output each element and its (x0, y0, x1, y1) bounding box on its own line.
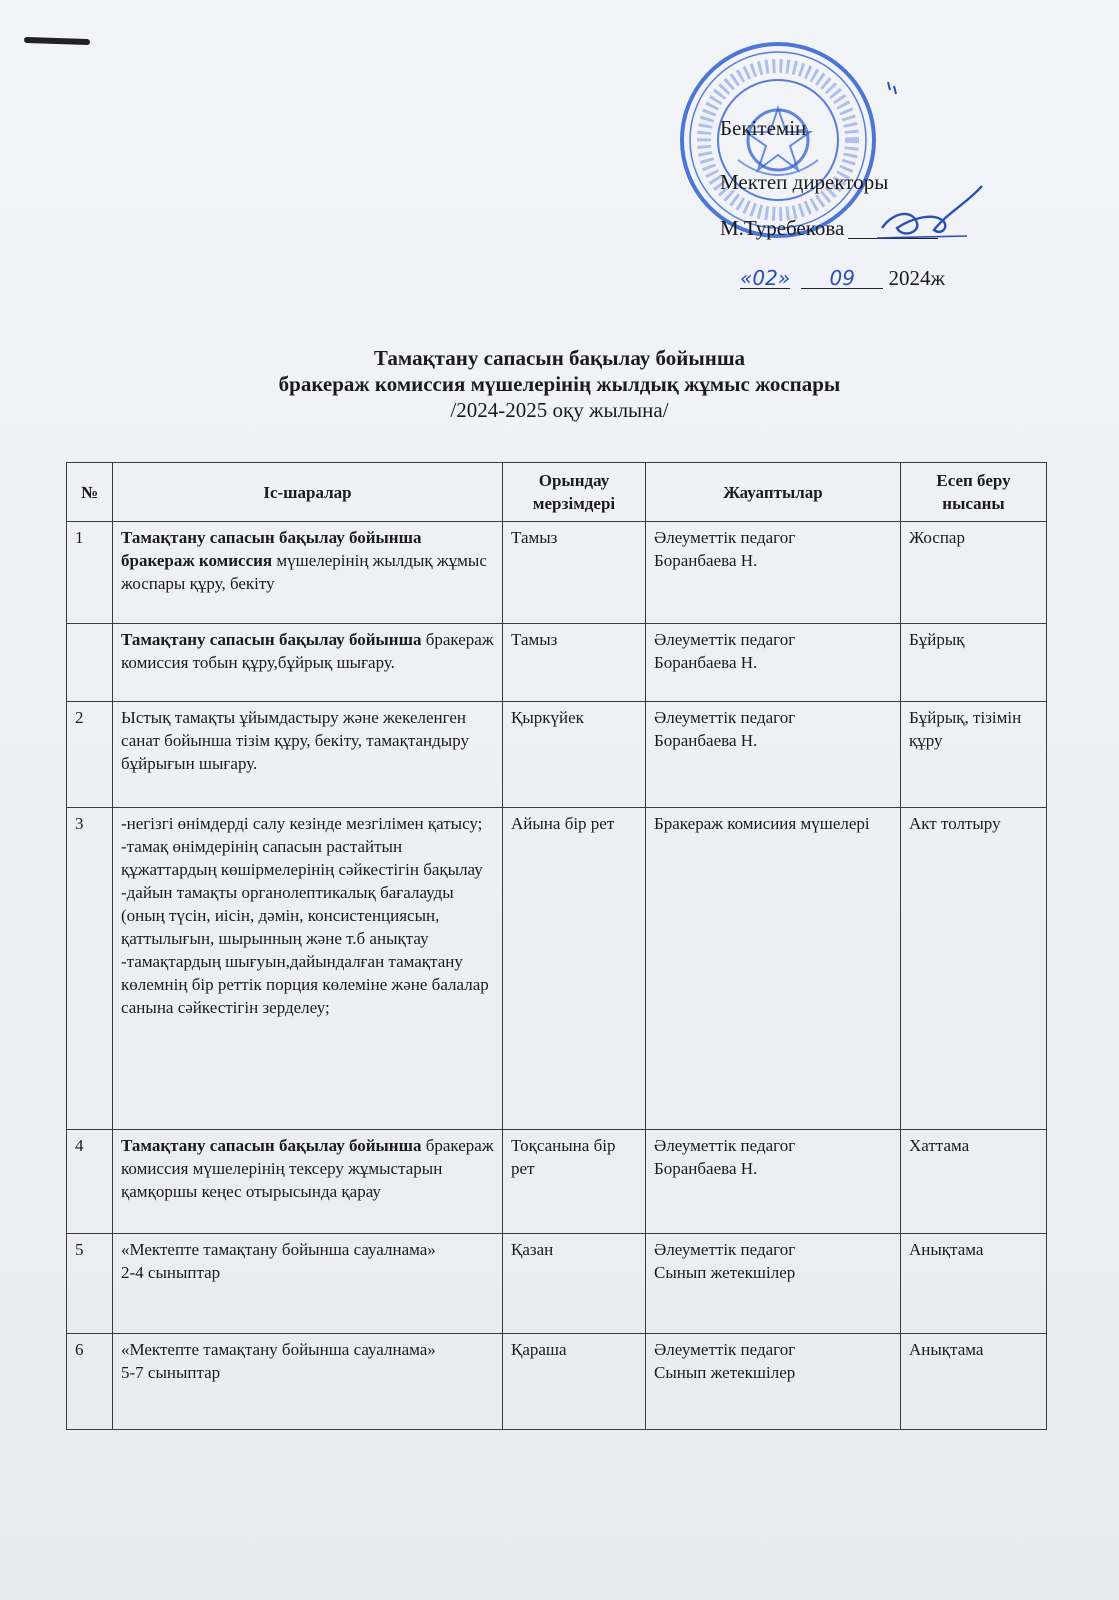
row-num: 2 (67, 702, 113, 808)
signature-icon (872, 178, 1002, 248)
title-line-2: бракераж комиссия мүшелерінің жылдық жұмыс жоспары (278, 372, 841, 396)
approval-date-day: «02» (740, 266, 791, 290)
row-report: Анықтама (901, 1334, 1047, 1430)
row-activity (113, 522, 503, 624)
row-num: 6 (67, 1334, 113, 1430)
row-survey-grades: 5-7 сыныптар (121, 1363, 221, 1382)
row-responsible-2: Сынып жетекшілер (654, 1263, 796, 1282)
row-activity-line: -дайын тамақты органолептикалық бағалауды (оның түсін, иісін, дәмін, консистенциясын, қаттылығын, шырынның және т.б анықтау (121, 883, 454, 948)
pen-mark (24, 37, 90, 45)
school-stamp-icon (678, 40, 878, 240)
row-responsible (646, 522, 901, 624)
row-activity (113, 702, 503, 808)
row-responsible (646, 1334, 901, 1430)
row-deadline: Қазан (503, 1234, 646, 1334)
row-survey-title: «Мектепте тамақтану бойынша сауалнама» (121, 1340, 436, 1359)
row-survey-grades: 2-4 сыныптар (121, 1263, 221, 1282)
row-activity-rest: Ыстық тамақты ұйымдастыру және жекеленген санат бойынша тізім құру, бекіту, тамақтандыру бұйрығын шығару. (121, 708, 469, 773)
row-responsible (646, 624, 901, 702)
table-row (67, 522, 1047, 624)
ink-tick-icon (885, 80, 899, 98)
plan-table (66, 462, 1047, 1430)
row-report: Бұйрық (901, 624, 1047, 702)
header-deadline: Орындау мерзімдері (503, 463, 646, 522)
header-activity: Іс-шаралар (113, 463, 503, 522)
approval-title: Бекітемін (720, 116, 807, 140)
approval-date-year: 2024ж (888, 266, 946, 290)
row-responsible (646, 702, 901, 808)
row-report: Бұйрық, тізімін құру (901, 702, 1047, 808)
table-header-row (67, 463, 1047, 522)
row-survey-title: «Мектепте тамақтану бойынша сауалнама» (121, 1240, 436, 1259)
row-activity (113, 1130, 503, 1234)
document-title (0, 345, 1119, 423)
row-responsible-2: Боранбаева Н. (654, 551, 758, 570)
title-line-3: /2024-2025 оқу жылына/ (450, 398, 669, 422)
row-num: 3 (67, 808, 113, 1130)
header-num: № (67, 463, 113, 522)
row-responsible-1: Бракераж комисиия мүшелері (654, 814, 870, 833)
row-activity (113, 1334, 503, 1430)
row-responsible (646, 1234, 901, 1334)
row-deadline: Айына бір рет (503, 808, 646, 1130)
row-deadline: Қараша (503, 1334, 646, 1430)
row-activity (113, 808, 503, 1130)
approval-date (740, 268, 945, 289)
row-responsible-1: Әлеуметтік педагог (654, 708, 796, 727)
title-line-1: Тамақтану сапасын бақылау бойынша (373, 346, 746, 370)
row-responsible-1: Әлеуметтік педагог (654, 528, 796, 547)
row-activity-bold: Тамақтану сапасын бақылау бойынша (121, 630, 422, 649)
header-responsible: Жауаптылар (646, 463, 901, 522)
row-num (67, 624, 113, 702)
row-deadline: Қыркүйек (503, 702, 646, 808)
row-activity-bold: Тамақтану сапасын бақылау бойынша (121, 1136, 422, 1155)
row-activity-line: -тамақ өнімдерінің сапасын растайтын құжаттардың көшірмелерінің сәйкестігін бақылау (121, 837, 483, 879)
row-activity (113, 624, 503, 702)
row-activity-line: -тамақтардың шығуын,дайындалған тамақтану көлемнің бір реттік порция көлеміне және балалар санына сәйкестігін зерделеу; (121, 952, 489, 1017)
row-num: 1 (67, 522, 113, 624)
table-row (67, 1334, 1047, 1430)
row-report: Хаттама (901, 1130, 1047, 1234)
row-responsible-1: Әлеуметтік педагог (654, 1340, 796, 1359)
row-activity-bold: Тамақтану сапасын бақылау бойынша бракераж комиссия (121, 528, 422, 570)
row-responsible (646, 1130, 901, 1234)
row-report: Акт толтыру (901, 808, 1047, 1130)
table-row (67, 1234, 1047, 1334)
row-responsible-2: Сынып жетекшілер (654, 1363, 796, 1382)
table-row (67, 624, 1047, 702)
approval-date-month: 09 (801, 268, 883, 289)
row-responsible-2: Боранбаева Н. (654, 653, 758, 672)
row-responsible-2: Боранбаева Н. (654, 731, 758, 750)
row-responsible-1: Әлеуметтік педагог (654, 630, 796, 649)
row-activity-rest: мүшелерінің жылдық жұмыс жоспары құру, бекіту (121, 551, 487, 593)
row-responsible-2: Боранбаева Н. (654, 1159, 758, 1178)
row-deadline: Тамыз (503, 624, 646, 702)
table-row (67, 808, 1047, 1130)
row-responsible-1: Әлеуметтік педагог (654, 1240, 796, 1259)
approval-name: М.Туребекова (720, 216, 845, 240)
row-deadline: Тамыз (503, 522, 646, 624)
row-num: 5 (67, 1234, 113, 1334)
approval-role: Мектеп директоры (720, 170, 889, 194)
row-activity-line: -негізгі өнімдерді салу кезінде мезгілімен қатысу; (121, 814, 483, 833)
row-deadline: Тоқсанына бір рет (503, 1130, 646, 1234)
header-report: Есеп беру нысаны (901, 463, 1047, 522)
row-responsible-1: Әлеуметтік педагог (654, 1136, 796, 1155)
row-activity (113, 1234, 503, 1334)
row-responsible (646, 808, 901, 1130)
table-row (67, 1130, 1047, 1234)
row-report: Анықтама (901, 1234, 1047, 1334)
table-row (67, 702, 1047, 808)
row-report: Жоспар (901, 522, 1047, 624)
row-activity-rest: бракераж комиссия мүшелерінің тексеру жұмыстарын қамқоршы кеңес отырысында қарау (121, 1136, 494, 1201)
row-num: 4 (67, 1130, 113, 1234)
row-activity-rest: бракераж комиссия тобын құру,бұйрық шығару. (121, 630, 494, 672)
